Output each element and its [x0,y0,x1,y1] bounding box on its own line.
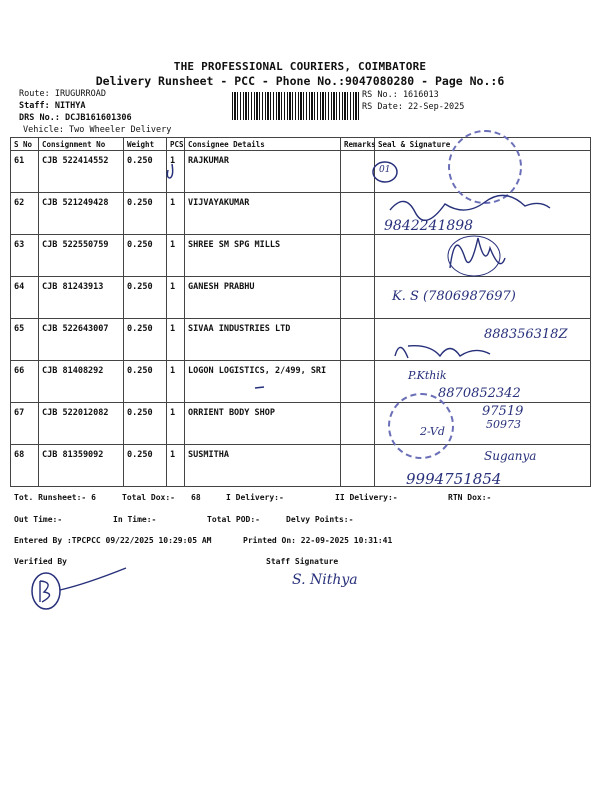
consignee: SIVAA INDUSTRIES LTD [185,319,341,361]
consignment-no: CJB 521249428 [39,193,124,235]
weight: 0.250 [124,193,167,235]
signature-68: Suganya [484,449,537,463]
weight: 0.250 [124,277,167,319]
total-dox-label: Total Dox:- [122,493,175,502]
consignment-no: CJB 522550759 [39,235,124,277]
pcs: 1 [167,235,185,277]
drs-number: DRS No.: DCJB161601306 [19,113,132,123]
rtn-dox: RTN Dox:- [448,493,492,502]
signature-63 [440,228,510,280]
entered-by: Entered By :TPCPCC 09/22/2025 10:29:05 AM [14,536,212,545]
consignment-no: CJB 81359092 [39,445,124,487]
i-delivery: I Delivery:- [226,493,284,502]
phone-62: 9842241898 [384,218,474,234]
remarks [341,319,375,361]
rs-date: RS Date: 22-Sep-2025 [362,102,465,112]
consignee: VIJVAYAKUMAR [185,193,341,235]
pcs: 1 [167,277,185,319]
pcs: 1 [167,319,185,361]
staff: Staff: NITHYA [19,101,86,111]
sno: 64 [11,277,39,319]
remarks [341,403,375,445]
signature-66: P.Kthik [408,369,447,382]
consignment-no: CJB 81408292 [39,361,124,403]
consignee: GANESH PRABHU [185,277,341,319]
col-consignee: Consignee Details [185,138,341,151]
phone-64: K. S (7806987697) [392,289,516,304]
remarks [341,277,375,319]
pcs: 1 [167,361,185,403]
remarks [341,235,375,277]
printed-on: Printed On: 22-09-2025 10:31:41 [243,536,393,545]
consignment-no: CJB 522643007 [39,319,124,361]
remarks [341,193,375,235]
signature-65 [390,336,500,364]
total-dox-value: 68 [191,493,201,502]
weight: 0.250 [124,235,167,277]
pcs: 1 [167,193,185,235]
col-sno: S No [11,138,39,151]
weight: 0.250 [124,445,167,487]
remark-61: 01 [379,165,391,175]
verified-by: Verified By [14,557,67,566]
sno: 63 [11,235,39,277]
remarks [341,445,375,487]
sno: 61 [11,151,39,193]
note-67a: 97519 [482,404,524,419]
weight: 0.250 [124,403,167,445]
consignee: SUSMITHA [185,445,341,487]
col-weight: Weight [124,138,167,151]
col-remarks: Remarks [341,138,375,151]
consignee: LOGON LOGISTICS, 2/499, SRI [185,361,341,403]
delvy-points: Delvy Points:- [286,515,354,524]
consignment-no: CJB 522012082 [39,403,124,445]
weight: 0.250 [124,151,167,193]
col-pcs: PCS [167,138,185,151]
consignment-no: CJB 522414552 [39,151,124,193]
barcode [232,92,360,120]
in-time: In Time:- [113,515,157,524]
consignment-no: CJB 81243913 [39,277,124,319]
sno: 66 [11,361,39,403]
ii-delivery: II Delivery:- [335,493,398,502]
consignee: ORRIENT BODY SHOP [185,403,341,445]
remarks [341,361,375,403]
verifier-signature [26,566,136,616]
staff-signature-label: Staff Signature [266,557,339,566]
note-67b: 50973 [486,418,521,431]
weight: 0.250 [124,361,167,403]
sno: 67 [11,403,39,445]
pcs: 1 [167,151,185,193]
phone-68: 9994751854 [406,470,502,488]
signature-67: 2-Vd [420,425,445,438]
route: Route: IRUGURROAD [19,89,106,99]
tick-mark-61 [160,156,190,186]
sno: 68 [11,445,39,487]
rs-number: RS No.: 1616013 [362,90,439,100]
staff-signature: S. Nithya [292,572,358,588]
col-seal-signature: Seal & Signature [375,138,591,151]
out-time: Out Time:- [14,515,63,524]
sno: 62 [11,193,39,235]
runsheet-title: Delivery Runsheet - PCC - Phone No.:9047080280 - Page No.:6 [95,74,505,88]
company-name: THE PROFESSIONAL COURIERS, COIMBATORE [173,60,427,73]
vehicle: Vehicle: Two Wheeler Delivery [23,125,172,135]
pcs: 1 [167,403,185,445]
pcs: 1 [167,445,185,487]
phone-65: 888356318Z [484,327,568,342]
weight: 0.250 [124,319,167,361]
pen-mark-66 [254,384,266,392]
consignee: SHREE SM SPG MILLS [185,235,341,277]
total-pod: Total POD:- [207,515,260,524]
consignee: RAJKUMAR [185,151,341,193]
col-consignment: Consignment No [39,138,124,151]
tot-runsheet: Tot. Runsheet:- 6 [14,493,96,502]
phone-66: 8870852342 [438,386,521,401]
sno: 65 [11,319,39,361]
